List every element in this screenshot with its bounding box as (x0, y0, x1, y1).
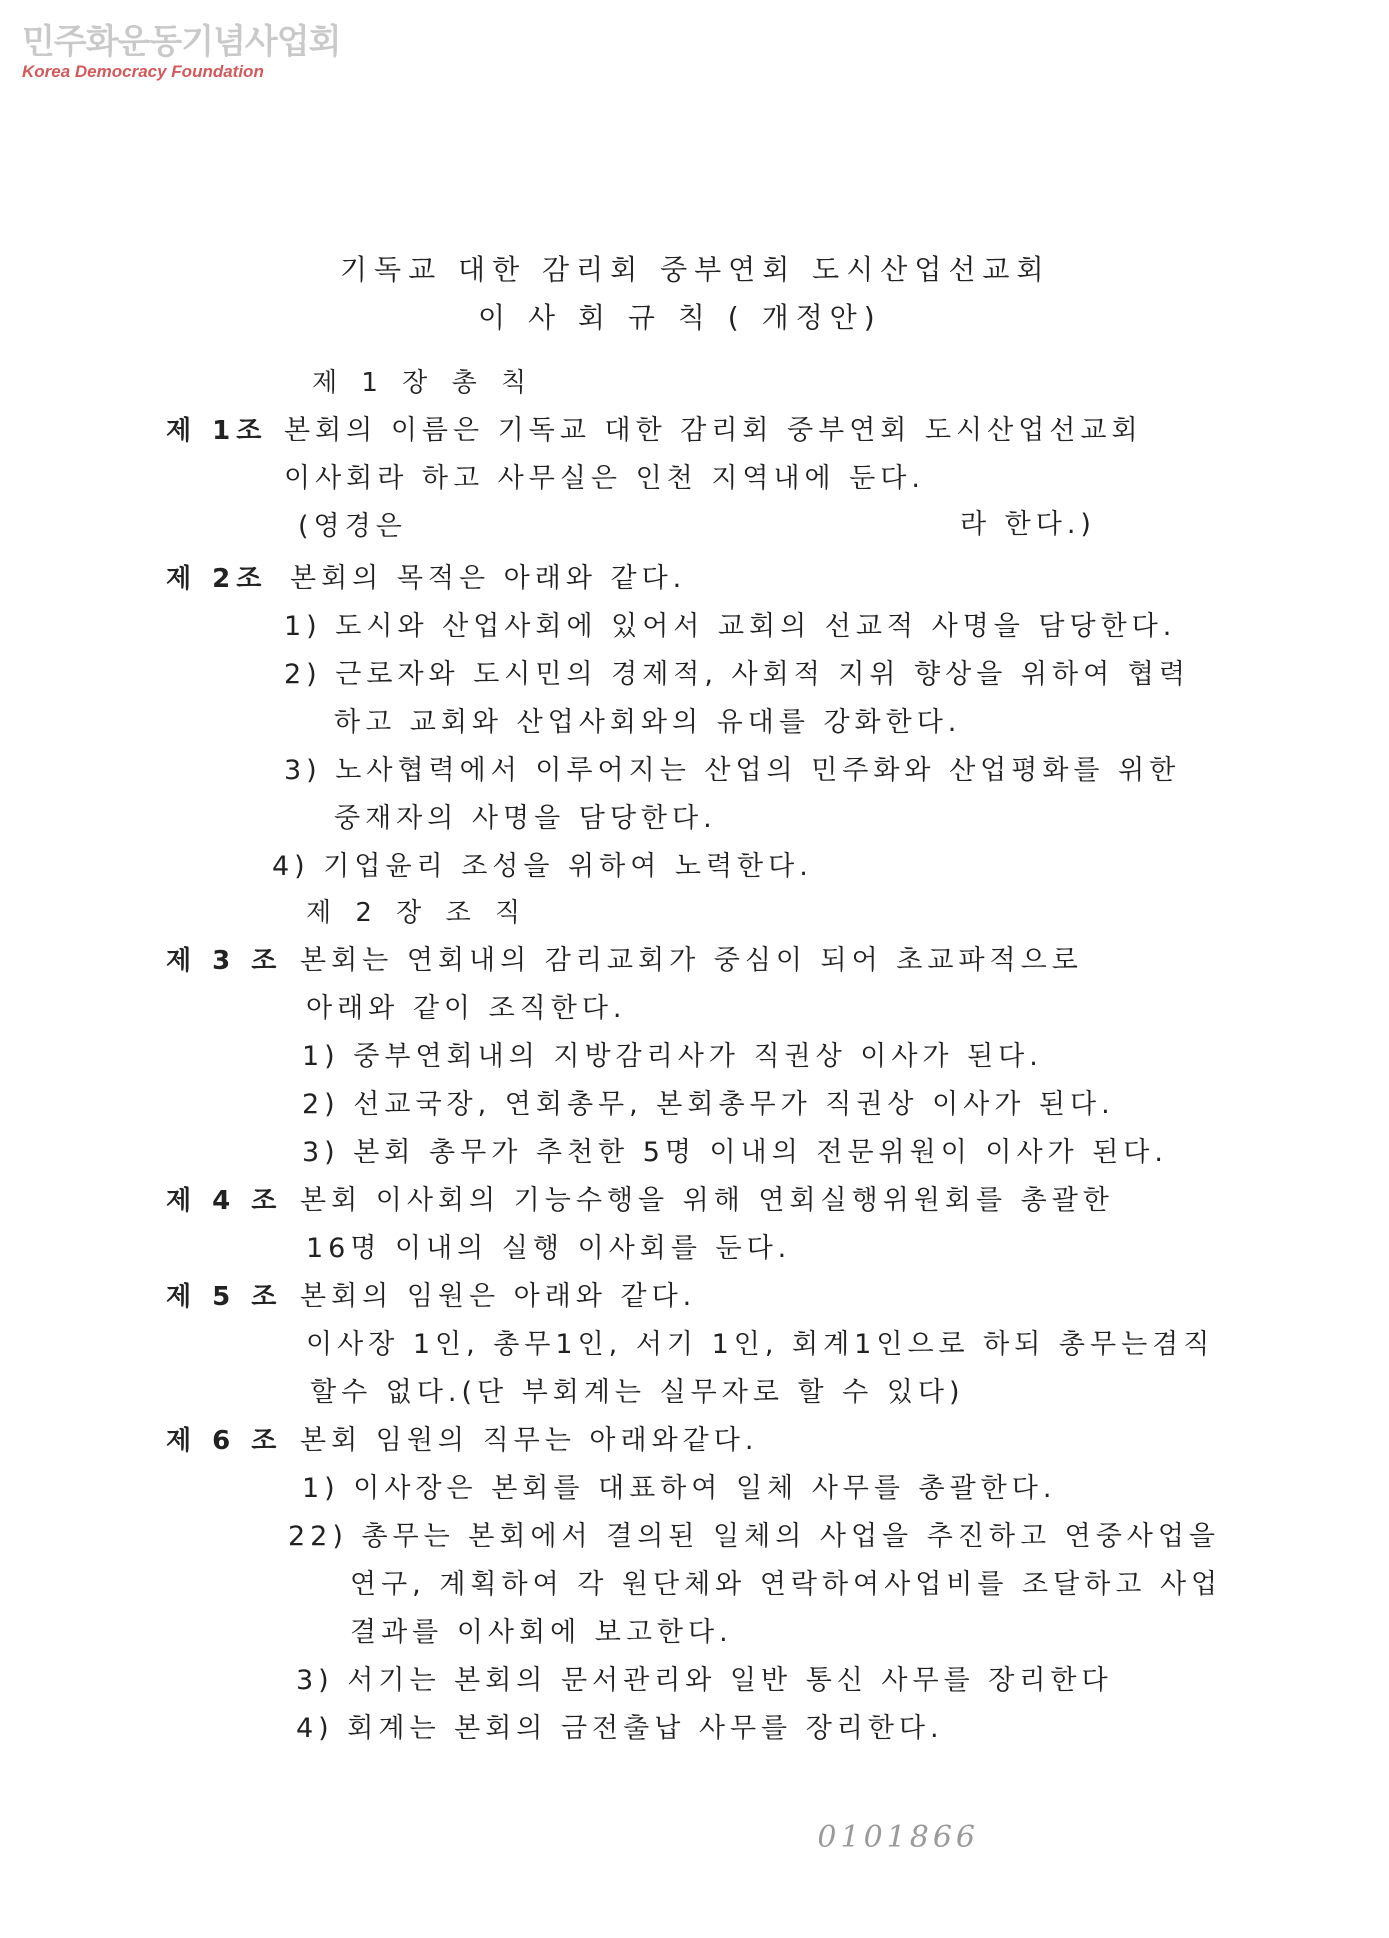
article-line: 라 한다.) (960, 509, 1096, 540)
article-line: 아래와 같이 조직한다. (306, 993, 627, 1024)
article-line: 2) 근로자와 도시민의 경제적, 사회적 지위 향상을 위하여 협력 (284, 659, 1190, 690)
article-line: 하고 교회와 산업사회와의 유대를 강화한다. (334, 707, 962, 738)
archive-number-stamp: 0101866 (817, 1820, 979, 1855)
article-line: 3) 서기는 본회의 문서관리와 일반 통신 사무를 장리한다 (296, 1665, 1113, 1696)
article-line: 22) 총무는 본회에서 결의된 일체의 사업을 추진하고 연중사업을 (288, 1521, 1221, 1552)
document-title: 기독교 대한 감리회 중부연회 도시산업선교회 (340, 253, 1051, 286)
article-label: 제 1조 (166, 416, 268, 446)
article-line: (영경은 (298, 511, 407, 542)
article-line: 본회의 임원은 아래와 같다. (300, 1281, 697, 1312)
article-label: 제 2조 (166, 564, 268, 594)
article-line: 본회의 목적은 아래와 같다. (290, 563, 687, 594)
article-line: 1) 이사장은 본회를 대표하여 일체 사무를 총괄한다. (302, 1473, 1057, 1504)
article-line: 본회의 이름은 기독교 대한 감리회 중부연회 도시산업선교회 (284, 415, 1143, 446)
article-line: 결과를 이사회에 보고한다. (350, 1617, 733, 1648)
article-line: 중재자의 사명을 담당한다. (334, 803, 717, 834)
article-line: 1) 도시와 산업사회에 있어서 교회의 선교적 사명을 담당한다. (284, 611, 1177, 642)
chapter-heading-1: 제 1 장 총 칙 (312, 368, 535, 398)
article-line: 본회 이사회의 기능수행을 위해 연회실행위원회를 총괄한 (300, 1185, 1114, 1216)
chapter-heading-2: 제 2 장 조 직 (306, 898, 529, 928)
article-line: 4) 회계는 본회의 금전출납 사무를 장리한다. (296, 1713, 944, 1744)
article-line: 본회 임원의 직무는 아래와같다. (300, 1425, 759, 1456)
article-line: 1) 중부연회내의 지방감리사가 직권상 이사가 된다. (302, 1041, 1043, 1072)
article-label: 제 4 조 (166, 1186, 283, 1216)
logo-english: Korea Democracy Foundation (22, 62, 264, 81)
article-line: 3) 노사협력에서 이루어지는 산업의 민주화와 산업평화를 위한 (284, 755, 1181, 786)
article-line: 이사장 1인, 총무1인, 서기 1인, 회계1인으로 하되 총무는겸직 (306, 1329, 1215, 1360)
article-line: 4) 기업윤리 조성을 위하여 노력한다. (272, 851, 813, 882)
article-line: 2) 선교국장, 연회총무, 본회총무가 직권상 이사가 된다. (302, 1089, 1115, 1120)
article-label: 제 6 조 (166, 1426, 283, 1456)
article-line: 할수 없다.(단 부회계는 실무자로 할 수 있다) (310, 1377, 965, 1408)
article-label: 제 5 조 (166, 1282, 283, 1312)
article-line: 16명 이내의 실행 이사회를 둔다. (306, 1233, 792, 1264)
article-line: 이사회라 하고 사무실은 인천 지역내에 둔다. (284, 463, 925, 494)
document-subtitle: 이 사 회 규 칙 ( 개정안) (478, 301, 882, 334)
article-line: 연구, 계획하여 각 원단체와 연락하여사업비를 조달하고 사업 (350, 1569, 1223, 1600)
article-label: 제 3 조 (166, 946, 283, 976)
article-line: 본회는 연회내의 감리교회가 중심이 되어 초교파적으로 (300, 945, 1083, 976)
logo-korean: 민주화운동기념사업회 (22, 22, 341, 62)
article-line: 3) 본회 총무가 추천한 5명 이내의 전문위원이 이사가 된다. (302, 1137, 1168, 1168)
